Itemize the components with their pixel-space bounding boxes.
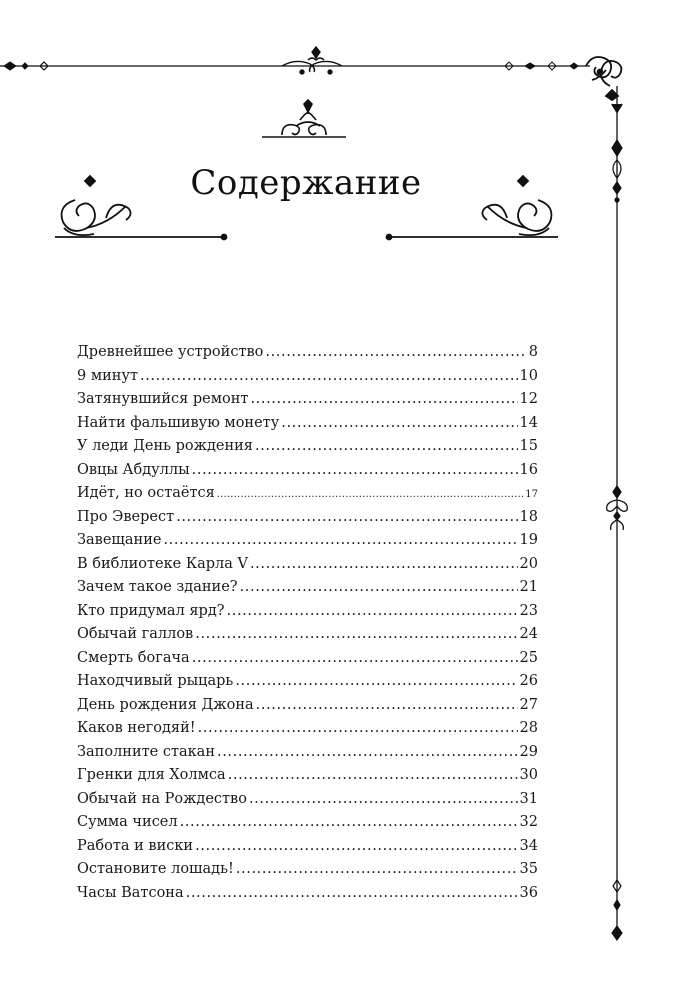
toc-leader-dots — [195, 835, 517, 859]
toc-entry-page: 35 — [519, 861, 538, 877]
toc-entry-title: Смерть богача — [77, 649, 190, 666]
toc-entry-page: 23 — [519, 602, 538, 619]
toc-entry-page: 34 — [519, 837, 538, 854]
toc-leader-dots — [140, 365, 518, 389]
toc-entry-page: 14 — [519, 414, 538, 431]
toc-entry-title: Овцы Абдуллы — [77, 461, 190, 478]
page-title: Содержание — [190, 163, 422, 203]
toc-leader-dots — [180, 811, 518, 835]
toc-entry-title: В библиотеке Карла V — [77, 555, 248, 572]
toc-leader-dots — [228, 764, 518, 788]
toc-entry-page: 31 — [519, 790, 538, 807]
toc-entry-title: Обычай галлов — [77, 626, 194, 642]
toc-entry[interactable] — [77, 388, 538, 412]
toc-entry-title: У леди День рождения — [77, 438, 253, 454]
toc-entry-page: 27 — [519, 696, 538, 713]
toc-leader-dots — [250, 388, 517, 412]
toc-leader-dots — [236, 858, 518, 882]
toc-leader-dots — [195, 623, 517, 647]
toc-entry[interactable] — [77, 788, 538, 812]
toc-entry[interactable] — [77, 670, 538, 694]
toc-entry[interactable] — [77, 882, 538, 906]
toc-entry-title: Обычай на Рождество — [77, 790, 247, 807]
toc-leader-dots — [227, 600, 518, 624]
toc-entry[interactable] — [77, 341, 538, 365]
toc-leader-dots — [256, 694, 518, 718]
top-center-flourish-icon — [282, 47, 342, 74]
toc-entry-page: 36 — [519, 884, 538, 901]
toc-entry-title: Кто придумал ярд? — [77, 602, 225, 619]
toc-entry-page: 25 — [519, 649, 538, 666]
toc-leader-dots — [176, 506, 517, 530]
toc-entry-page: 15 — [519, 438, 538, 454]
toc-entry[interactable] — [77, 858, 538, 882]
toc-entry-page: 28 — [519, 720, 538, 736]
toc-entry[interactable] — [77, 623, 538, 647]
toc-entry-page: 24 — [519, 626, 538, 642]
toc-entry-page: 16 — [519, 461, 538, 478]
toc-leader-dots — [240, 576, 518, 600]
toc-entry[interactable] — [77, 553, 538, 577]
toc-entry[interactable] — [77, 741, 538, 765]
toc-entry[interactable] — [77, 482, 538, 506]
toc-entry[interactable] — [77, 459, 538, 483]
toc-entry-page: 30 — [519, 767, 538, 783]
toc-entry[interactable] — [77, 506, 538, 530]
toc-leader-dots — [265, 341, 526, 365]
toc-entry-page: 12 — [519, 391, 538, 407]
toc-entry-page: 32 — [519, 814, 538, 830]
toc-entry-title: Находчивый рыцарь — [77, 673, 234, 689]
toc-entry-page: 8 — [528, 344, 538, 360]
toc-leader-dots — [192, 459, 518, 483]
toc-entry[interactable] — [77, 412, 538, 436]
toc-entry-title: Завещание — [77, 532, 162, 548]
toc-leader-dots — [217, 741, 518, 765]
toc-leader-dots — [163, 529, 517, 553]
toc-entry[interactable] — [77, 811, 538, 835]
toc-entry-page: 17 — [525, 489, 538, 500]
toc-leader-dots — [198, 717, 518, 741]
toc-leader-dots — [192, 647, 518, 671]
toc-leader-dots — [281, 412, 517, 436]
toc-entry[interactable] — [77, 694, 538, 718]
heading-crown-ornament-icon — [262, 100, 346, 137]
toc-entry-page: 10 — [519, 367, 538, 384]
toc-entry-page: 21 — [519, 579, 538, 595]
toc-leader-dots — [217, 483, 523, 507]
toc-leader-dots — [249, 788, 518, 812]
toc-leader-dots — [186, 882, 518, 906]
toc-leader-dots — [250, 553, 518, 577]
toc-entry-page: 19 — [519, 532, 538, 548]
toc-entry-title: Идёт, но остаётся — [77, 485, 215, 501]
toc-entry[interactable] — [77, 835, 538, 859]
toc-entry-title: Сумма чисел — [77, 814, 178, 830]
toc-entry-title: 9 минут — [77, 367, 138, 384]
toc-entry[interactable] — [77, 717, 538, 741]
toc-entry-title: Остановите лошадь! — [77, 861, 234, 877]
toc-entry[interactable] — [77, 435, 538, 459]
toc-entry-page: 20 — [519, 555, 538, 572]
toc-entry-title: Затянувшийся ремонт — [77, 391, 249, 407]
toc-entry-title: Про Эверест — [77, 508, 175, 525]
toc-entry-title: Часы Ватсона — [77, 884, 184, 901]
toc-leader-dots — [235, 670, 517, 694]
table-of-contents — [77, 341, 538, 905]
toc-entry-title: Гренки для Холмса — [77, 767, 226, 783]
toc-entry[interactable] — [77, 764, 538, 788]
toc-entry[interactable] — [77, 529, 538, 553]
toc-entry[interactable] — [77, 576, 538, 600]
toc-entry-title: День рождения Джона — [77, 696, 254, 713]
toc-entry-title: Каков негодяй! — [77, 720, 196, 736]
toc-entry-page: 29 — [519, 743, 538, 760]
toc-leader-dots — [255, 435, 518, 459]
toc-entry-page: 18 — [519, 508, 538, 525]
toc-entry[interactable] — [77, 600, 538, 624]
toc-entry[interactable] — [77, 365, 538, 389]
toc-entry-title: Найти фальшивую монету — [77, 414, 280, 431]
toc-entry-title: Заполните стакан — [77, 743, 215, 760]
toc-entry-page: 26 — [519, 673, 538, 689]
toc-entry-title: Зачем такое здание? — [77, 579, 238, 595]
toc-entry[interactable] — [77, 647, 538, 671]
toc-entry-title: Древнейшее устройство — [77, 344, 264, 360]
toc-entry-title: Работа и виски — [77, 837, 194, 854]
